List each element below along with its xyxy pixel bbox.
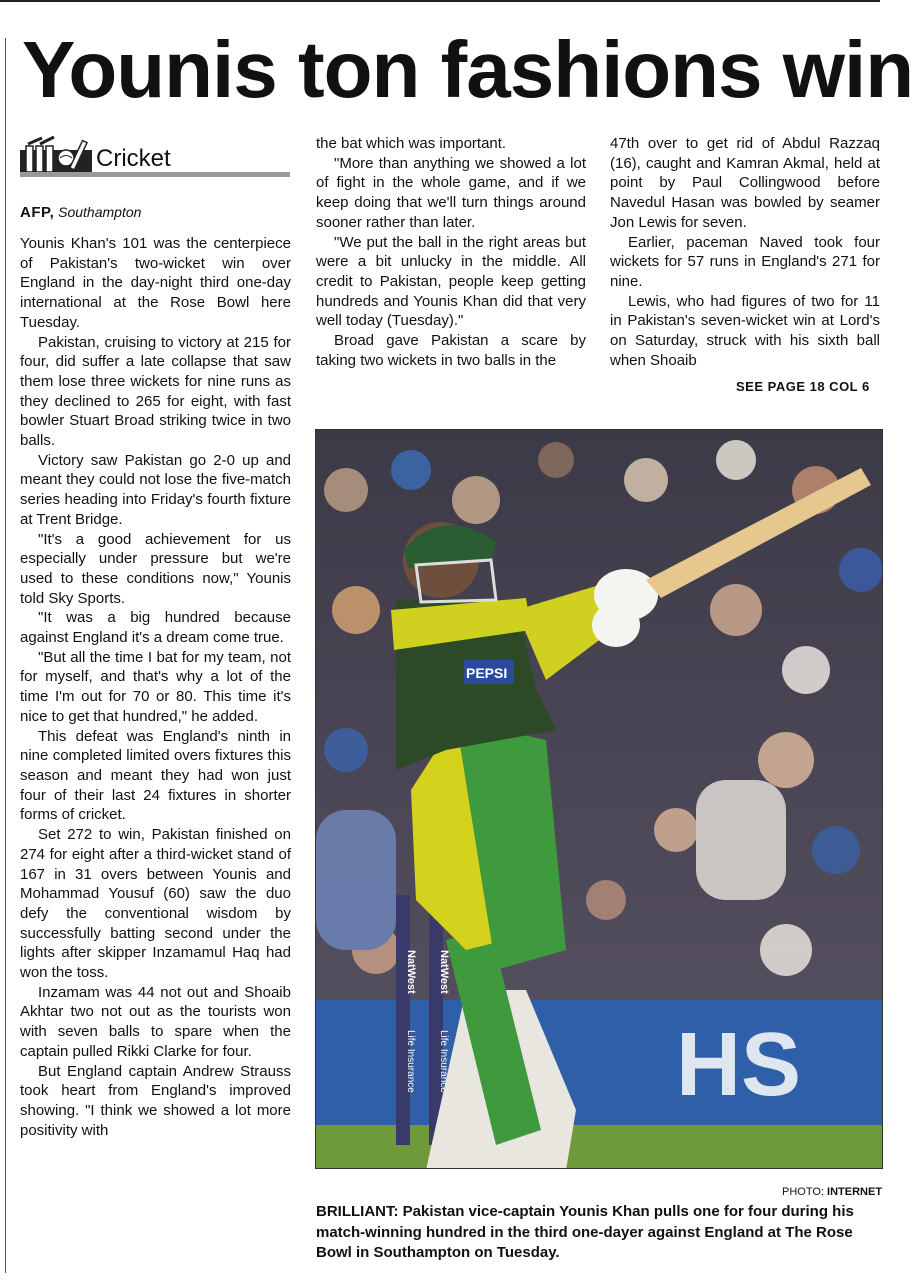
batsman-illustration <box>316 430 882 1168</box>
paragraph: "More than anything we showed a lot of fight in the whole game, and if we keep doing that we'll turn things around sooner rather than later. <box>316 154 586 231</box>
photo-credit <box>782 1186 882 1198</box>
stump-sponsor-1: NatWest <box>405 950 417 994</box>
stump-sponsor-sub-2: Life Insurance <box>438 1030 449 1093</box>
byline-place: Southampton <box>58 204 142 220</box>
article-column-1 <box>20 234 291 1140</box>
hoarding-text: HS <box>676 1015 802 1115</box>
shirt-logo: PEPSI <box>466 665 508 681</box>
paragraph: Lewis, who had figures of two for 11 in Pakistan's seven-wicket win at Lord's on Saturday, struck with his sixth ball when Shoaib <box>610 292 880 369</box>
paragraph: Victory saw Pakistan go 2-0 up and meant they could not lose the five-match series heading into Friday's fourth fixture at Trent Bridge. <box>20 451 291 528</box>
paragraph: Set 272 to win, Pakistan finished on 274 for eight after a third-wicket stand of 167 in 31 overs between Younis and Mohammad Yousuf (60) saw the duo defy the conventional wisdom by successfully batting second under the lights after skipper Inzamamul Haq had won the toss. <box>20 826 291 982</box>
byline <box>20 204 141 221</box>
see-page-reference: SEE PAGE 18 COL 6 <box>736 379 870 394</box>
stump-sponsor-2: NatWest <box>438 950 450 994</box>
headline: Younis ton fashions win <box>22 25 914 114</box>
photo-caption: BRILLIANT: Pakistan vice-captain Younis Khan pulls one for four during his match-winning hundred in the third one-dayer against England at The Rose Bowl in Southampton on Tuesday. <box>316 1203 854 1261</box>
paragraph: Pakistan, cruising to victory at 215 for four, did suffer a late collapse that saw them lose three wickets for nine runs as they declined to 265 for eight, with fast bowler Stuart Broad striking twice in two balls. <box>20 333 291 450</box>
cricket-stumps-icon <box>20 136 92 174</box>
paragraph: Younis Khan's 101 was the centerpiece of Pakistan's two-wicket win over England in the day-night third one-day international at the Rose Bowl here Tuesday. <box>20 235 291 331</box>
section-underline <box>20 172 290 177</box>
paragraph: "It was a big hundred because against England it's a dream come true. <box>20 609 291 647</box>
top-rule <box>0 0 880 2</box>
section-label: Cricket <box>96 145 171 172</box>
paragraph: Earlier, paceman Naved took four wickets for 57 runs in England's 271 for nine. <box>610 233 880 290</box>
photo-credit-source: INTERNET <box>827 1186 883 1198</box>
news-photo <box>315 429 883 1169</box>
paragraph: Broad gave Pakistan a scare by taking two wickets in two balls in the <box>316 332 586 369</box>
byline-agency: AFP, <box>20 204 55 221</box>
paragraph: "But all the time I bat for my team, not for myself, and that's why a lot of the time I'm out for 70 or 80. This time it's nice to get that hundred," he added. <box>20 648 291 725</box>
photo-credit-prefix: PHOTO: <box>782 1186 824 1198</box>
paragraph: But England captain Andrew Strauss took heart from England's improved showing. "I think we showed a lot more positivity with <box>20 1062 291 1139</box>
paragraph: 47th over to get rid of Abdul Razzaq (16), caught and Kamran Akmal, held at point by Paul Collingwood before Navedul Hasan was bowled by seamer Jon Lewis for seven. <box>610 135 880 231</box>
article-column-3 <box>610 134 880 370</box>
paragraph: "We put the ball in the right areas but were a bit unlucky in the middle. All credit to Pakistan, people keep getting hundreds and Younis Khan did that very well today (Tuesday)." <box>316 233 586 330</box>
paragraph: "It's a good achievement for us especially under pressure but we're used to these conditions now," Younis told Sky Sports. <box>20 530 291 607</box>
left-column-rule <box>5 38 6 1273</box>
paragraph: the bat which was important. <box>316 135 507 152</box>
paragraph: This defeat was England's ninth in nine completed limited overs fixtures this season and meant they had won just four of their last 24 fixtures in shorter forms of cricket. <box>20 727 291 824</box>
paragraph: Inzamam was 44 not out and Shoaib Akhtar two not out as the tourists won with seven balls to spare when the captain pulled Rikki Clarke for four. <box>20 983 291 1060</box>
section-header <box>20 136 290 180</box>
article-column-2 <box>316 134 586 370</box>
stump-sponsor-sub-1: Life Insurance <box>405 1030 416 1093</box>
